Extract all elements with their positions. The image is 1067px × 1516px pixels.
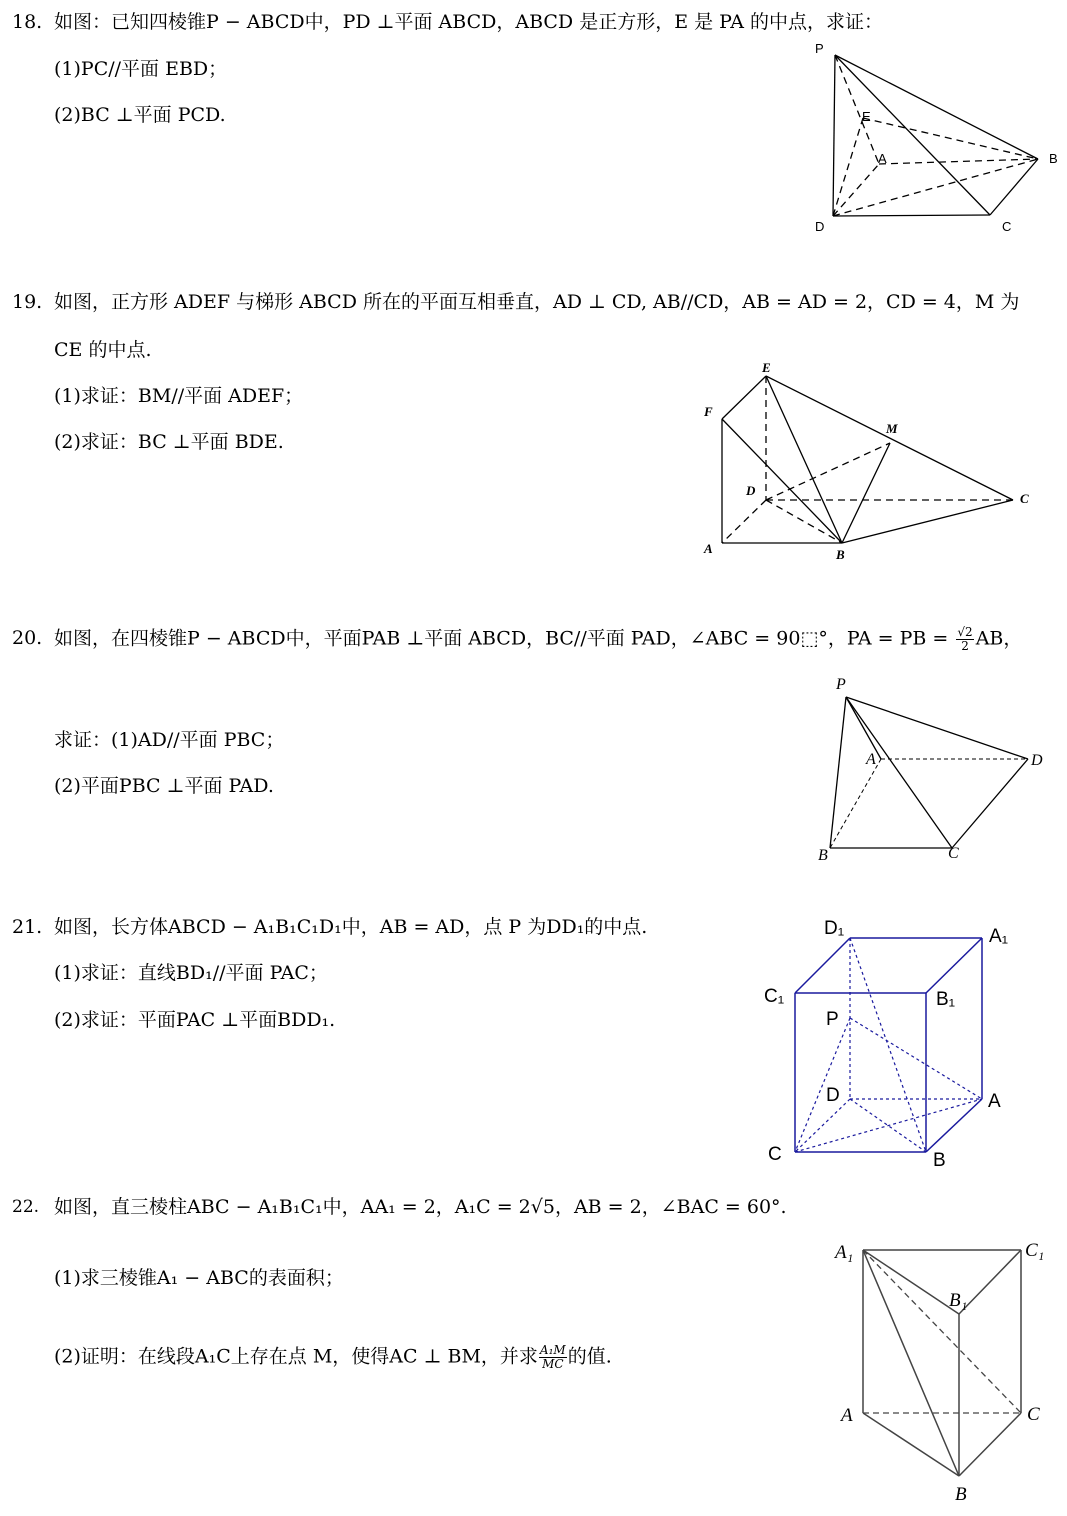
part2-text-post: 的值.	[567, 1345, 612, 1368]
vertex-label-D: D	[1031, 752, 1043, 769]
problem-part: (1)求证：BM//平面 ADEF；	[54, 385, 304, 407]
fraction-numerator: A₁M	[539, 1343, 566, 1357]
vertex-label-A1: A₁	[835, 1242, 854, 1263]
vertex-label-C: C	[948, 845, 959, 862]
vertex-label-D: D	[746, 483, 756, 498]
vertex-label-C1: C₁	[1025, 1240, 1045, 1261]
vertex-label-B: B	[955, 1484, 967, 1505]
problem-part: (1)求证：直线BD₁//平面 PAC；	[54, 962, 328, 984]
vertex-label-B: B	[1049, 151, 1058, 166]
vertex-label-A: A	[704, 541, 713, 556]
vertex-label-A1: A₁	[989, 926, 1009, 947]
problem-number: 18.	[12, 11, 43, 33]
figure-22-prism	[825, 1230, 1055, 1510]
vertex-label-E: E	[862, 109, 871, 124]
problem-number: 22.	[12, 1197, 40, 1217]
fraction-numerator: √2	[957, 625, 973, 639]
problem-part	[54, 1344, 612, 1371]
vertex-label-P: P	[836, 676, 846, 693]
vertex-label-A: A	[878, 151, 887, 166]
vertex-label-B1: B₁	[936, 989, 956, 1010]
figure-19-solid	[695, 355, 1045, 570]
problem-part: 求证：(1)AD//平面 PBC；	[54, 729, 285, 751]
figure-21-cuboid	[760, 910, 1050, 1175]
vertex-label-C: C	[1002, 219, 1012, 234]
problem-part: (2)BC ⊥平面 PCD.	[54, 104, 226, 126]
vertex-label-C1: C₁	[764, 986, 785, 1007]
vertex-label-B1: B₁	[949, 1290, 968, 1311]
vertex-label-P: P	[815, 41, 824, 56]
part2-text-pre: (2)证明：在线段A₁C上存在点 M，使得AC ⊥ BM，并求	[54, 1345, 538, 1368]
vertex-label-D: D	[815, 219, 825, 234]
problem-stem: 如图：已知四棱锥P − ABCD中，PD ⊥平面 ABCD，ABCD 是正方形，E 是 PA 的中点，求证：	[54, 11, 883, 33]
problem-stem	[54, 626, 1022, 653]
fraction-denominator: 2	[961, 639, 969, 653]
vertex-label-M: M	[886, 421, 898, 436]
figure-20-pyramid	[810, 670, 1050, 870]
stem-text: 如图，在四棱锥P − ABCD中，平面PAB ⊥平面 ABCD，BC//平面 PAD，∠ABC = 90⬚°，PA = PB =	[54, 627, 949, 650]
problem-stem: 如图，长方体ABCD − A₁B₁C₁D₁中，AB = AD，点 P 为DD₁的中点.	[54, 916, 648, 938]
problem-number: 21.	[12, 916, 43, 938]
vertex-label-B: B	[933, 1150, 946, 1171]
problem-stem-cont: CE 的中点.	[54, 339, 152, 361]
vertex-label-P: P	[826, 1009, 839, 1030]
problem-part: (1)PC//平面 EBD；	[54, 58, 228, 80]
fraction-sqrt2-over-2	[956, 626, 973, 653]
fraction-a1m-over-mc	[539, 1344, 567, 1371]
vertex-label-F: F	[704, 404, 713, 419]
stem-tail: AB，	[975, 627, 1023, 650]
vertex-label-D: D	[826, 1085, 840, 1106]
vertex-label-D1: D₁	[824, 918, 845, 939]
problem-part: (2)平面PBC ⊥平面 PAD.	[54, 775, 274, 797]
problem-stem: 如图，直三棱柱ABC − A₁B₁C₁中，AA₁ = 2，A₁C = 2√5，AB = 2，∠BAC = 60°.	[54, 1196, 787, 1218]
vertex-label-E: E	[762, 360, 771, 375]
vertex-label-B: B	[818, 847, 828, 864]
vertex-label-C: C	[768, 1144, 782, 1165]
fraction-denominator: MC	[542, 1357, 564, 1371]
vertex-label-B: B	[836, 547, 845, 562]
problem-stem: 如图，正方形 ADEF 与梯形 ABCD 所在的平面互相垂直，AD ⊥ CD, AB//CD，AB = AD = 2，CD = 4，M 为	[54, 291, 1020, 313]
problem-part: (2)求证：平面PAC ⊥平面BDD₁.	[54, 1009, 336, 1031]
vertex-label-C: C	[1027, 1404, 1040, 1425]
vertex-label-A: A	[988, 1091, 1001, 1112]
vertex-label-A: A	[841, 1405, 853, 1426]
problem-number: 20.	[12, 627, 43, 649]
vertex-label-C: C	[1020, 491, 1029, 506]
problem-part: (2)求证：BC ⊥平面 BDE.	[54, 431, 284, 453]
figure-18-pyramid	[800, 35, 1067, 240]
problem-number: 19.	[12, 291, 43, 313]
vertex-label-A: A	[866, 751, 876, 768]
problem-part: (1)求三棱锥A₁ − ABC的表面积；	[54, 1267, 344, 1289]
